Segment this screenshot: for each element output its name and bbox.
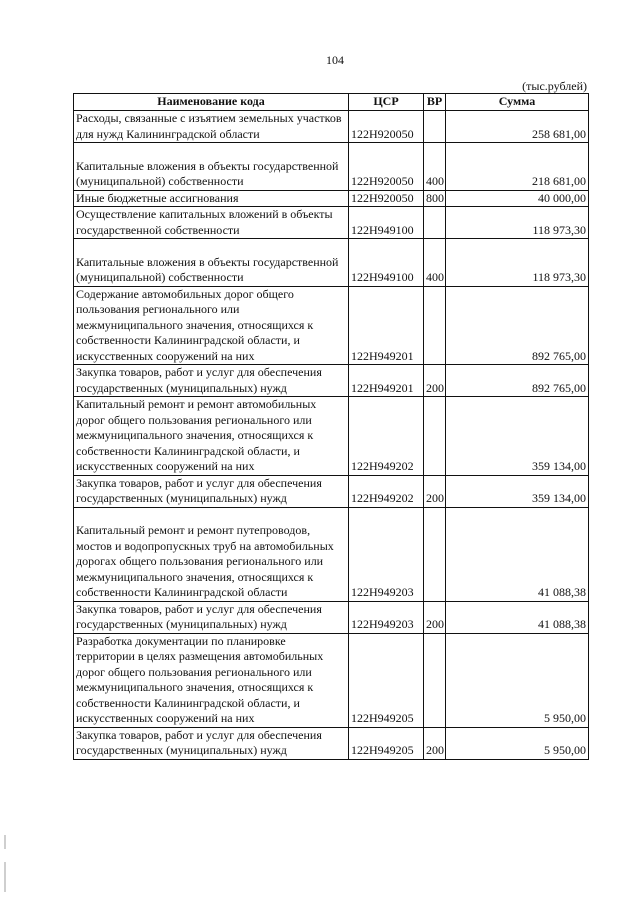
table-row [74,397,589,476]
row-vr [424,633,446,727]
row-name [74,239,349,287]
row-sum: 118 973,30 [446,239,589,287]
table-row [74,507,589,601]
row-csr: 122Н949201 [349,365,424,397]
header-name: Наименование кода [74,94,349,111]
row-csr: 122Н949100 [349,239,424,287]
row-csr: 122Н949100 [349,207,424,239]
table-row [74,727,589,759]
row-sum: 359 134,00 [446,397,589,476]
table-row [74,633,589,727]
scan-artifact [4,862,6,892]
row-name [74,190,349,207]
table-row [74,475,589,507]
row-name [74,365,349,397]
row-vr [424,207,446,239]
table-row [74,239,589,287]
row-csr: 122Н949203 [349,601,424,633]
table-header-row [74,94,589,111]
row-name [74,207,349,239]
row-sum: 5 950,00 [446,727,589,759]
row-csr: 122Н949202 [349,475,424,507]
row-vr: 800 [424,190,446,207]
row-name [74,111,349,143]
row-sum: 41 088,38 [446,601,589,633]
row-sum: 218 681,00 [446,143,589,191]
header-csr: ЦСР [349,94,424,111]
row-name-text: Осуществление капитальных вложений в объекты государственной собственности [76,207,333,237]
row-sum: 40 000,00 [446,190,589,207]
row-sum: 359 134,00 [446,475,589,507]
row-name-text: Капитальный ремонт и ремонт автомобильных дорог общего пользования регионального или межмуниципального значения, относящихся к собственности Калининградской области, и искусственных сооружений на них [76,397,317,473]
row-vr: 400 [424,143,446,191]
row-vr [424,111,446,143]
row-csr: 122Н920050 [349,143,424,191]
row-name [74,727,349,759]
row-name-text: Капитальный ремонт и ремонт путепроводов, мостов и водопропускных труб на автомобильных дорогах общего пользования регионального или межмуниципального значения, относящихся к собственности Калининградской области [76,523,334,599]
row-csr: 122Н920050 [349,111,424,143]
row-sum: 5 950,00 [446,633,589,727]
table-row [74,601,589,633]
header-vr: ВР [424,94,446,111]
row-name [74,601,349,633]
row-vr [424,286,446,365]
row-name [74,507,349,601]
row-name-text: Капитальные вложения в объекты государственной (муниципальной) собственности [76,158,339,188]
table-row [74,365,589,397]
row-name-text: Иные бюджетные ассигнования [76,190,239,205]
row-name-text: Закупка товаров, работ и услуг для обеспечения государственных (муниципальных) нужд [76,365,322,395]
row-name [74,286,349,365]
row-csr: 122Н920050 [349,190,424,207]
table-row [74,190,589,207]
row-name-text: Расходы, связанные с изъятием земельных участков для нужд Калининградской области [76,111,342,141]
table-row [74,111,589,143]
row-csr: 122Н949205 [349,633,424,727]
row-spacer [76,143,346,159]
row-spacer [76,508,346,524]
table-row [74,143,589,191]
row-name [74,143,349,191]
row-vr [424,507,446,601]
header-sum: Сумма [446,94,589,111]
row-vr: 200 [424,601,446,633]
row-vr: 400 [424,239,446,287]
row-name-text: Разработка документации по планировке территории в целях размещения автомобильных дорог общего пользования регионального или межмуниципального значения, относящихся к собственности Калининградской области, и искусственных сооружений на них [76,633,324,725]
scan-artifact [4,835,6,849]
row-csr: 122Н949203 [349,507,424,601]
row-spacer [76,239,346,255]
row-name [74,475,349,507]
table-row [74,207,589,239]
row-sum: 892 765,00 [446,286,589,365]
units-label: (тыс.рублей) [522,79,587,93]
row-vr [424,397,446,476]
row-sum: 258 681,00 [446,111,589,143]
row-name-text: Содержание автомобильных дорог общего пользования регионального или межмуниципального значения, относящихся к собственности Калининградской области, и искусственных сооружений на них [76,286,314,363]
page-number: 104 [326,53,344,67]
row-name-text: Закупка товаров, работ и услуг для обеспечения государственных (муниципальных) нужд [76,727,322,757]
budget-table [73,93,589,760]
row-sum: 41 088,38 [446,507,589,601]
row-name [74,633,349,727]
row-csr: 122Н949201 [349,286,424,365]
row-name [74,397,349,476]
row-name-text: Капитальные вложения в объекты государственной (муниципальной) собственности [76,254,339,284]
table-row [74,286,589,365]
row-sum: 118 973,30 [446,207,589,239]
row-csr: 122Н949202 [349,397,424,476]
row-sum: 892 765,00 [446,365,589,397]
row-vr: 200 [424,475,446,507]
row-name-text: Закупка товаров, работ и услуг для обеспечения государственных (муниципальных) нужд [76,601,322,631]
row-csr: 122Н949205 [349,727,424,759]
row-name-text: Закупка товаров, работ и услуг для обеспечения государственных (муниципальных) нужд [76,475,322,505]
row-vr: 200 [424,727,446,759]
row-vr: 200 [424,365,446,397]
